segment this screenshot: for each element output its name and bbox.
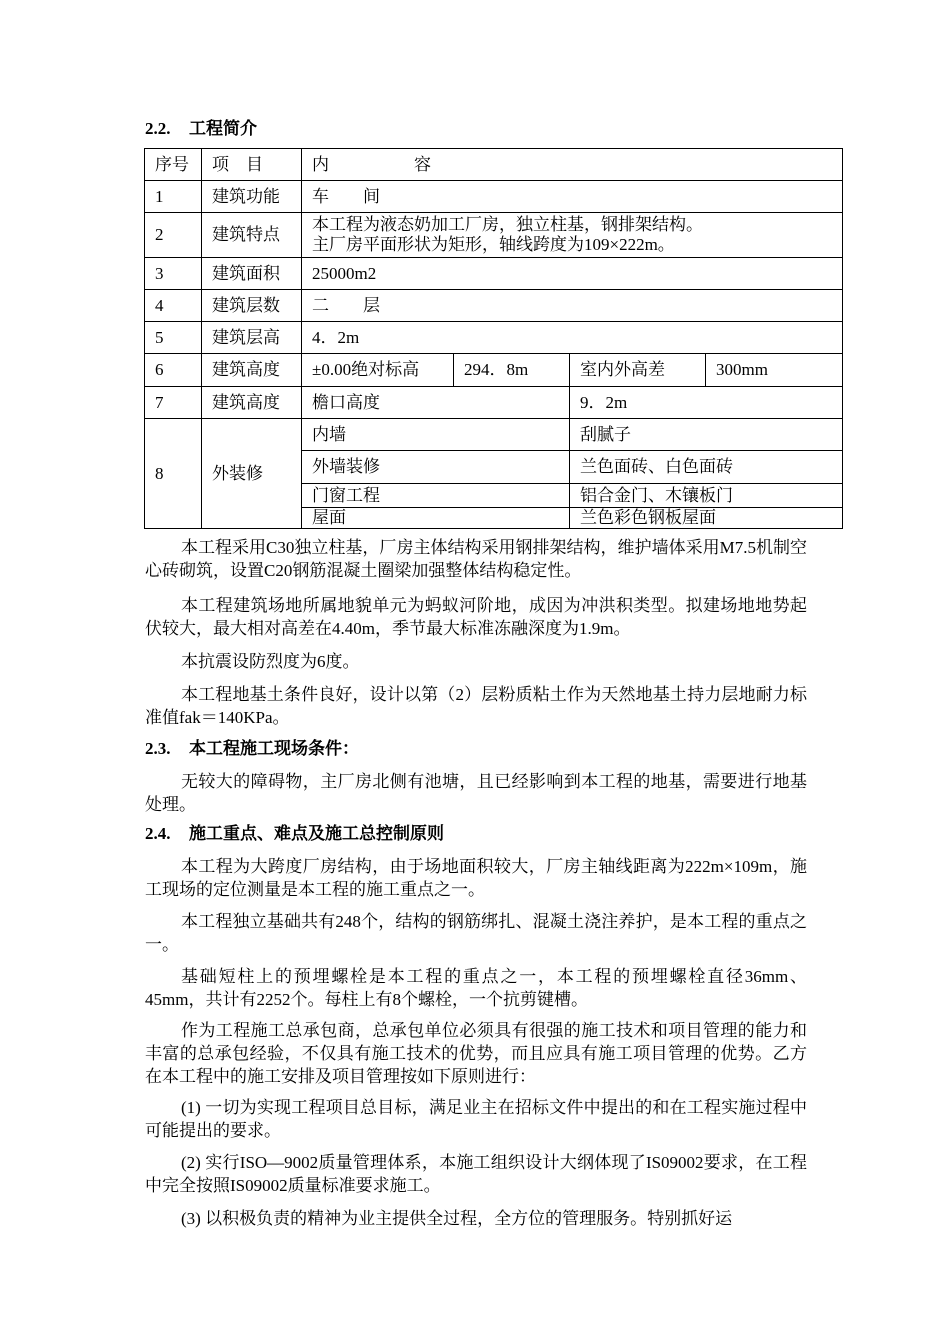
table-row bbox=[145, 419, 843, 451]
paragraph: 无较大的障碍物，主厂房北侧有池塘，且已经影响到本工程的地基，需要进行地基处理。 bbox=[145, 772, 807, 814]
paragraph: (1) 一切为实现工程项目总目标，满足业主在招标文件中提出的和在工程实施过程中可能提出的要求。 bbox=[145, 1098, 807, 1140]
row-cell: 300mm bbox=[706, 354, 843, 387]
row-no: 7 bbox=[145, 387, 202, 419]
section-number: 2.2. bbox=[145, 119, 171, 138]
row-no: 6 bbox=[145, 354, 202, 387]
sub-finish: 刮腻子 bbox=[570, 419, 843, 451]
row-item: 建筑高度 bbox=[202, 354, 302, 387]
sub-finish: 兰色面砖、白色面砖 bbox=[570, 451, 843, 484]
table-row bbox=[145, 387, 843, 419]
row-no: 4 bbox=[145, 290, 202, 322]
row-no: 3 bbox=[145, 258, 202, 290]
sub-part: 屋面 bbox=[302, 508, 570, 529]
section-heading-2-4 bbox=[145, 823, 444, 845]
header-item: 项 目 bbox=[202, 149, 302, 181]
row-item: 外装修 bbox=[202, 419, 302, 529]
section-heading-2-2 bbox=[145, 118, 257, 140]
row-item: 建筑高度 bbox=[202, 387, 302, 419]
row-content bbox=[302, 213, 843, 258]
row-content: 4．2m bbox=[302, 322, 843, 354]
row-content: 车 间 bbox=[302, 181, 843, 213]
table-row bbox=[145, 258, 843, 290]
section-title: 施工重点、难点及施工总控制原则 bbox=[189, 824, 444, 843]
row-content: 二 层 bbox=[302, 290, 843, 322]
sub-part: 外墙装修 bbox=[302, 451, 570, 484]
row-no: 2 bbox=[145, 213, 202, 258]
row-item: 建筑面积 bbox=[202, 258, 302, 290]
paragraph: 本抗震设防烈度为6度。 bbox=[181, 652, 360, 671]
header-no: 序号 bbox=[145, 149, 202, 181]
table-row bbox=[145, 354, 843, 387]
row-item: 建筑特点 bbox=[202, 213, 302, 258]
row-no: 8 bbox=[145, 419, 202, 529]
paragraph: 本工程采用C30独立柱基，厂房主体结构采用钢排架结构，维护墙体采用M7.5机制空心砖砌筑，设置C20钢筋混凝土圈梁加强整体结构稳定性。 bbox=[145, 538, 807, 580]
section-heading-2-3 bbox=[145, 738, 359, 760]
row-no: 1 bbox=[145, 181, 202, 213]
paragraph: (3) 以积极负责的精神为业主提供全过程，全方位的管理服务。特别抓好运 bbox=[181, 1209, 733, 1228]
section-title: 本工程施工现场条件： bbox=[189, 739, 359, 758]
sub-part: 内墙 bbox=[302, 419, 570, 451]
paragraph: 基础短柱上的预埋螺栓是本工程的重点之一，本工程的预埋螺栓直径36mm、45mm，共计有2252个。每柱上有8个螺栓，一个抗剪键槽。 bbox=[145, 967, 807, 1009]
paragraph: 本工程独立基础共有248个，结构的钢筋绑扎、混凝土浇注养护，是本工程的重点之一。 bbox=[145, 912, 807, 954]
paragraph: 本工程为大跨度厂房结构，由于场地面积较大，厂房主轴线距离为222m×109m，施工现场的定位测量是本工程的施工重点之一。 bbox=[145, 857, 807, 899]
table-header-row bbox=[145, 149, 843, 181]
row-item: 建筑层高 bbox=[202, 322, 302, 354]
table-row bbox=[145, 322, 843, 354]
sub-part: 门窗工程 bbox=[302, 484, 570, 508]
table-row bbox=[145, 213, 843, 258]
paragraph: (2) 实行ISO—9002质量管理体系，本施工组织设计大纲体现了IS09002要求，在工程中完全按照IS09002质量标准要求施工。 bbox=[145, 1153, 807, 1195]
row-item: 建筑层数 bbox=[202, 290, 302, 322]
row-cell: 294．8m bbox=[454, 354, 570, 387]
sub-finish: 铝合金门、木镶板门 bbox=[570, 484, 843, 508]
row-cell: 9．2m bbox=[570, 387, 843, 419]
paragraph: 本工程建筑场地所属地貌单元为蚂蚁河阶地，成因为冲洪积类型。拟建场地地势起伏较大，最大相对高差在4.40m，季节最大标准冻融深度为1.9m。 bbox=[145, 596, 807, 638]
row-content-line: 主厂房平面形状为矩形，轴线跨度为109×222m。 bbox=[312, 235, 675, 254]
section-number: 2.3. bbox=[145, 739, 171, 758]
paragraph: 本工程地基土条件良好，设计以第（2）层粉质粘土作为天然地基土持力层地耐力标准值fak＝140KPa。 bbox=[145, 685, 807, 727]
row-item: 建筑功能 bbox=[202, 181, 302, 213]
paragraph: 作为工程施工总承包商，总承包单位必须具有很强的施工技术和项目管理的能力和丰富的总承包经验，不仅具有施工技术的优势，而且应具有施工项目管理的优势。乙方在本工程中的施工安排及项目管理按如下原则进行： bbox=[145, 1021, 807, 1086]
section-number: 2.4. bbox=[145, 824, 171, 843]
table-row bbox=[145, 290, 843, 322]
row-cell: ±0.00绝对标高 bbox=[302, 354, 454, 387]
row-cell: 檐口高度 bbox=[302, 387, 570, 419]
header-content: 内 容 bbox=[302, 149, 843, 181]
row-content: 25000m2 bbox=[302, 258, 843, 290]
sub-finish: 兰色彩色钢板屋面 bbox=[570, 508, 843, 529]
table-row bbox=[145, 181, 843, 213]
row-cell: 室内外高差 bbox=[570, 354, 706, 387]
section-title: 工程简介 bbox=[189, 119, 257, 138]
row-no: 5 bbox=[145, 322, 202, 354]
row-content-line: 本工程为液态奶加工厂房，独立柱基，钢排架结构。 bbox=[312, 215, 703, 234]
project-overview-table bbox=[144, 148, 843, 529]
